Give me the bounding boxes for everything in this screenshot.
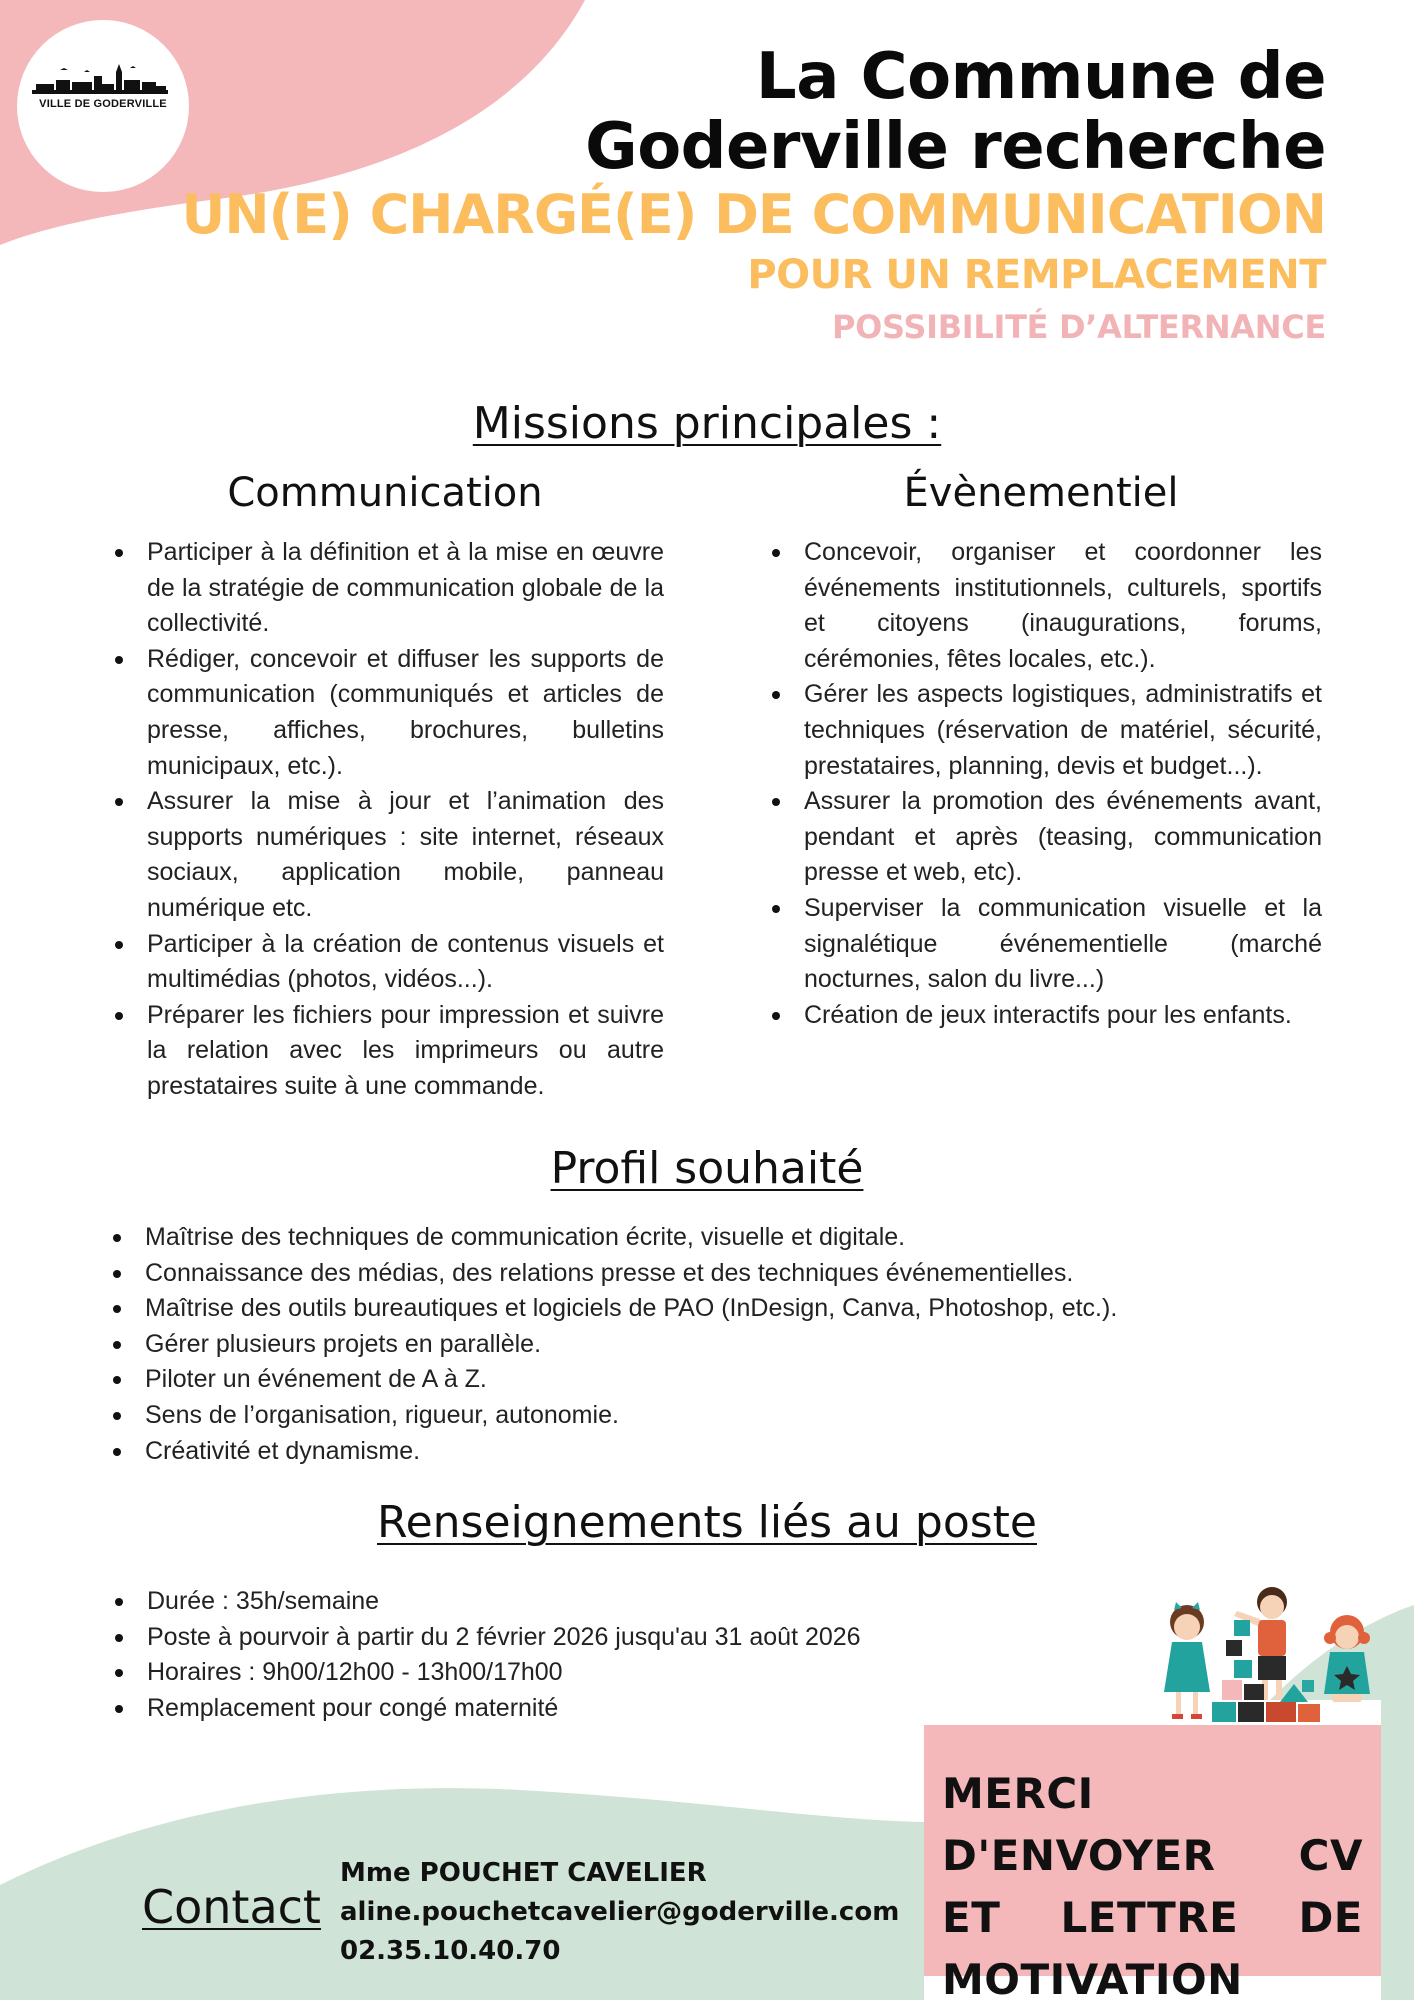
list-item: Participer à la définition et à la mise en œuvre de la stratégie de communication globale de la collectivité. [114, 535, 664, 642]
missions-title: Missions principales : [472, 398, 942, 449]
girl-right-figure [1324, 1615, 1370, 1702]
list-item: Connaissance des médias, des relations presse et des techniques événementielles. [112, 1256, 1312, 1292]
communication-list [114, 535, 664, 1105]
contact-email[interactable]: aline.pouchetcavelier@goderville.com [340, 1897, 900, 1927]
town-skyline-icon [30, 62, 170, 100]
list-item: Assurer la promotion des événements avant, pendant et après (teasing, communication presse et web, etc). [771, 784, 1322, 891]
list-item: Sens de l’organisation, rigueur, autonomie. [112, 1398, 1312, 1434]
communication-title: Communication [227, 470, 543, 516]
title-line-1: La Commune de [755, 40, 1326, 114]
contact-info [340, 1854, 899, 1971]
list-item: Maîtrise des techniques de communication écrite, visuelle et digitale. [112, 1220, 1312, 1256]
profil-title: Profil souhaité [550, 1143, 864, 1194]
list-item: Préparer les fichiers pour impression et suivre la relation avec les imprimeurs ou autre prestataires suite à une commande. [114, 998, 664, 1105]
renseignements-title: Renseignements liés au poste [377, 1497, 1037, 1548]
header [182, 42, 1326, 352]
contact-name: Mme POUCHET CAVELIER [340, 1858, 707, 1888]
logo-text: VILLE DE GODERVILLE [39, 98, 167, 110]
job-subtitle: POUR UN REMPLACEMENT [747, 252, 1326, 298]
contact-phone[interactable]: 02.35.10.40.70 [340, 1936, 561, 1966]
list-item: Rédiger, concevoir et diffuser les supports de communication (communiqués et articles de presse, affiches, brochures, bulletins municipaux, etc.). [114, 642, 664, 784]
list-item: Création de jeux interactifs pour les enfants. [771, 998, 1322, 1034]
contact-label: Contact [142, 1880, 321, 1934]
list-item: Piloter un événement de A à Z. [112, 1362, 1312, 1398]
list-item: Créativité et dynamisme. [112, 1434, 1312, 1470]
list-item: Gérer plusieurs projets en parallèle. [112, 1327, 1312, 1363]
logo [17, 20, 189, 192]
list-item: Superviser la communication visuelle et la signalétique événementielle (marché nocturnes, salon du livre...) [771, 891, 1322, 998]
list-item: Poste à pourvoir à partir du 2 février 2026 jusqu'au 31 août 2026 [114, 1620, 1014, 1656]
children-playing-illustration [1152, 1580, 1388, 1730]
cta-text: MERCI D'ENVOYER CV ET LETTRE DE MOTIVATION [942, 1769, 1363, 2000]
list-item: Remplacement pour congé maternité [114, 1691, 1014, 1727]
girl-left-figure [1164, 1602, 1210, 1719]
list-item: Durée : 35h/semaine [114, 1584, 1014, 1620]
title-line-2: Goderville recherche [585, 110, 1326, 184]
evenementiel-list [771, 535, 1322, 1033]
evenementiel-title: Évènementiel [903, 470, 1179, 516]
list-item: Assurer la mise à jour et l’animation des supports numériques : site internet, réseaux sociaux, application mobile, panneau numérique etc. [114, 784, 664, 926]
list-item: Horaires : 9h00/12h00 - 13h00/17h00 [114, 1655, 1014, 1691]
list-item: Participer à la création de contenus visuels et multimédias (photos, vidéos...). [114, 927, 664, 998]
list-item: Maîtrise des outils bureautiques et logiciels de PAO (InDesign, Canva, Photoshop, etc.). [112, 1291, 1312, 1327]
list-item: Concevoir, organiser et coordonner les événements institutionnels, culturels, sportifs et citoyens (inaugurations, forums, cérémonies, fêtes locales, etc.). [771, 535, 1322, 677]
alternance-note: POSSIBILITÉ D’ALTERNANCE [831, 308, 1326, 346]
renseignements-list [114, 1584, 1014, 1726]
job-title: UN(E) CHARGÉ(E) DE COMMUNICATION [181, 183, 1326, 246]
list-item: Gérer les aspects logistiques, administratifs et techniques (réservation de matériel, sécurité, prestataires, planning, devis et budget...). [771, 677, 1322, 784]
cta-box [924, 1725, 1381, 2000]
profil-list [112, 1220, 1312, 1469]
